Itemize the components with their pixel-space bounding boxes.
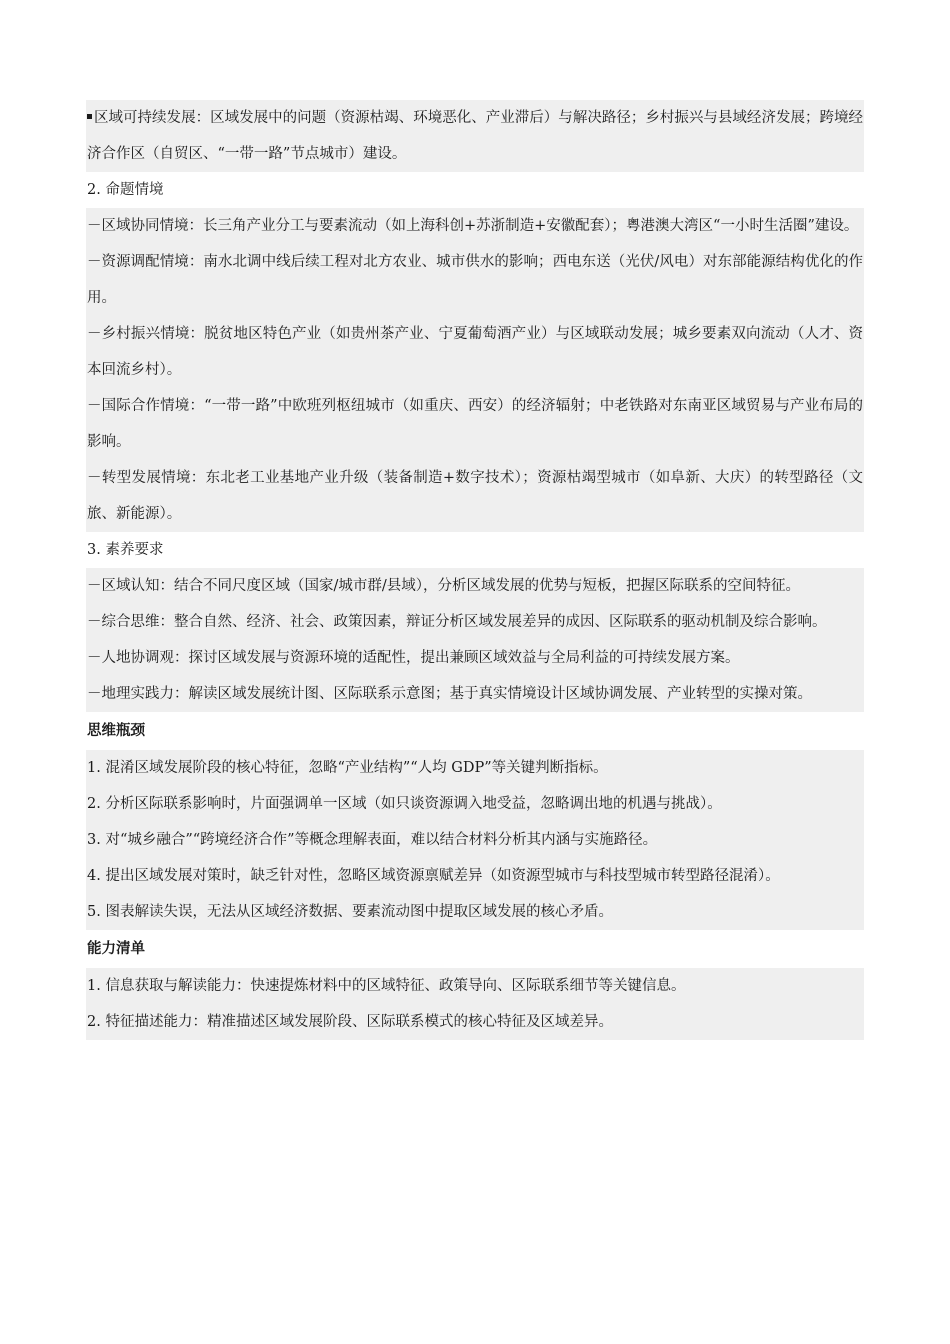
list-item-thinking-5: 5. 图表解读失误，无法从区域经济数据、要素流动图中提取区域发展的核心矛盾。 bbox=[86, 894, 864, 930]
heading-thinking-bottleneck: 思维瓶颈 bbox=[87, 723, 145, 739]
list-item-literacy-synthesis: －综合思维：整合自然、经济、社会、政策因素，辩证分析区域发展差异的成因、区际联系的驱动机制及综合影响。 bbox=[86, 604, 864, 640]
paragraph-text: 区域可持续发展：区域发展中的问题（资源枯竭、环境恶化、产业滞后）与解决路径；乡村振兴与县域经济发展；跨境经济合作区（自贸区、“一带一路”节点城市）建设。 bbox=[87, 110, 863, 162]
list-item-scenario-rural: －乡村振兴情境：脱贫地区特色产业（如贵州茶产业、宁夏葡萄酒产业）与区域联动发展；城乡要素双向流动（人才、资本回流乡村）。 bbox=[86, 316, 864, 388]
list-item-scenario-regional: －区域协同情境：长三角产业分工与要素流动（如上海科创+苏浙制造+安徽配套）；粤港澳大湾区“一小时生活圈”建设。 bbox=[86, 208, 864, 244]
list-item-literacy-regional: －区域认知：结合不同尺度区域（国家/城市群/县域），分析区域发展的优势与短板，把握区际联系的空间特征。 bbox=[86, 568, 864, 604]
list-item-scenario-resource: －资源调配情境：南水北调中线后续工程对北方农业、城市供水的影响；西电东送（光伏/风电）对东部能源结构优化的作用。 bbox=[86, 244, 864, 316]
list-item-ability-1: 1. 信息获取与解读能力：快速提炼材料中的区域特征、政策导向、区际联系细节等关键信息。 bbox=[86, 968, 864, 1004]
list-item-literacy-practice: －地理实践力：解读区域发展统计图、区际联系示意图；基于真实情境设计区域协调发展、产业转型的实操对策。 bbox=[86, 676, 864, 712]
heading-ability-list: 能力清单 bbox=[87, 941, 145, 957]
list-item-ability-2: 2. 特征描述能力：精准描述区域发展阶段、区际联系模式的核心特征及区域差异。 bbox=[86, 1004, 864, 1040]
document-body bbox=[86, 100, 864, 1040]
list-item-thinking-2: 2. 分析区际联系影响时，片面强调单一区域（如只谈资源调入地受益，忽略调出地的机遇与挑战）。 bbox=[86, 786, 864, 822]
list-item-thinking-4: 4. 提出区域发展对策时，缺乏针对性，忽略区域资源禀赋差异（如资源型城市与科技型城市转型路径混淆）。 bbox=[86, 858, 864, 894]
section-title-scenario: 2. 命题情境 bbox=[87, 182, 164, 198]
list-item-thinking-3: 3. 对“城乡融合”“跨境经济合作”等概念理解表面，难以结合材料分析其内涵与实施路径。 bbox=[86, 822, 864, 858]
square-bullet-icon bbox=[87, 114, 92, 119]
section-title-literacy: 3. 素养要求 bbox=[87, 542, 164, 558]
list-item-scenario-international: －国际合作情境：“一带一路”中欧班列枢纽城市（如重庆、西安）的经济辐射；中老铁路对东南亚区域贸易与产业布局的影响。 bbox=[86, 388, 864, 460]
list-item-scenario-transformation: －转型发展情境：东北老工业基地产业升级（装备制造+数字技术）；资源枯竭型城市（如阜新、大庆）的转型路径（文旅、新能源）。 bbox=[86, 460, 864, 532]
list-item-thinking-1: 1. 混淆区域发展阶段的核心特征，忽略“产业结构”“人均 GDP”等关键判断指标。 bbox=[86, 750, 864, 786]
paragraph-sustainable-development bbox=[86, 100, 864, 172]
list-item-literacy-harmony: －人地协调观：探讨区域发展与资源环境的适配性，提出兼顾区域效益与全局利益的可持续发展方案。 bbox=[86, 640, 864, 676]
